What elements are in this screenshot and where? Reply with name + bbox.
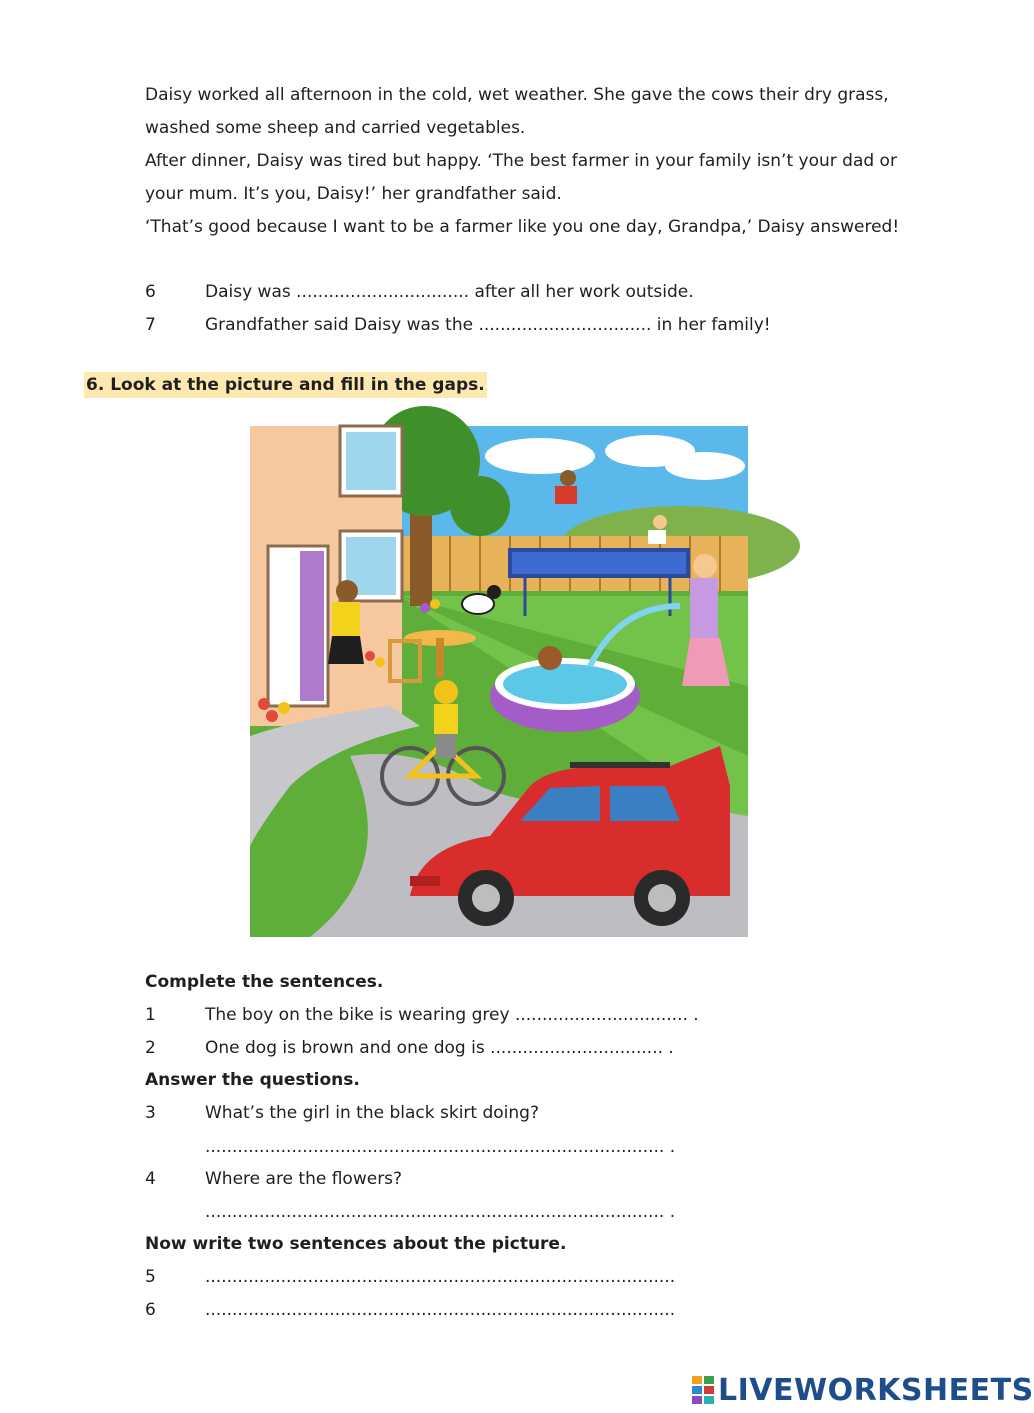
item-number: 4 (145, 1169, 156, 1189)
question-text[interactable]: Grandfather said Daisy was the ................................ in her family! (205, 315, 771, 335)
complete-sentences-heading: Complete the sentences. (145, 972, 384, 992)
write-item-5 (145, 1261, 675, 1294)
answer-blank[interactable]: ....................................................................................... (205, 1300, 676, 1320)
brand-name: LIVEWORKSHEETS (718, 1372, 1034, 1408)
answer-line-4 (145, 1196, 675, 1229)
garden-picture (250, 426, 748, 937)
gap-sentence[interactable]: One dog is brown and one dog is ................................ . (205, 1038, 674, 1058)
item-number: 1 (145, 1005, 156, 1025)
gap-sentence[interactable]: The boy on the bike is wearing grey ................................ . (205, 1005, 699, 1025)
question-number: 6 (145, 282, 156, 302)
answer-blank[interactable]: ..................................................................................... . (205, 1202, 676, 1222)
answer-questions-heading: Answer the questions. (145, 1070, 360, 1090)
story-question-7 (145, 309, 771, 342)
gap-item-2 (145, 1032, 674, 1065)
section-heading: 6. Look at the picture and fill in the gaps. (84, 372, 487, 398)
story-line: your mum. It’s you, Daisy!’ her grandfather said. (145, 184, 562, 204)
answer-blank[interactable]: ....................................................................................... (205, 1267, 676, 1287)
gap-item-1 (145, 999, 699, 1032)
answer-blank[interactable]: ..................................................................................... . (205, 1137, 676, 1157)
question-item-3 (145, 1097, 539, 1130)
item-number: 6 (145, 1300, 156, 1320)
story-line: After dinner, Daisy was tired but happy. ‘The best farmer in your family isn’t your dad or (145, 151, 897, 171)
write-item-6 (145, 1294, 675, 1327)
question-text: What’s the girl in the black skirt doing? (205, 1103, 539, 1123)
item-number: 3 (145, 1103, 156, 1123)
story-text (145, 79, 935, 244)
question-text[interactable]: Daisy was ................................ after all her work outside. (205, 282, 694, 302)
garden-illustration (250, 426, 748, 937)
answer-line-3 (145, 1131, 675, 1164)
question-number: 7 (145, 315, 156, 335)
question-item-4 (145, 1163, 402, 1196)
story-question-6 (145, 276, 694, 309)
item-number: 5 (145, 1267, 156, 1287)
story-line: Daisy worked all afternoon in the cold, wet weather. She gave the cows their dry grass, (145, 85, 889, 105)
write-sentences-heading: Now write two sentences about the picture. (145, 1234, 567, 1254)
story-line: washed some sheep and carried vegetables. (145, 118, 526, 138)
story-line: ‘That’s good because I want to be a farmer like you one day, Grandpa,’ Daisy answered! (145, 217, 900, 237)
question-text: Where are the flowers? (205, 1169, 403, 1189)
brand-logo-icon (692, 1376, 714, 1404)
liveworksheets-logo[interactable] (692, 1370, 1034, 1410)
item-number: 2 (145, 1038, 156, 1058)
